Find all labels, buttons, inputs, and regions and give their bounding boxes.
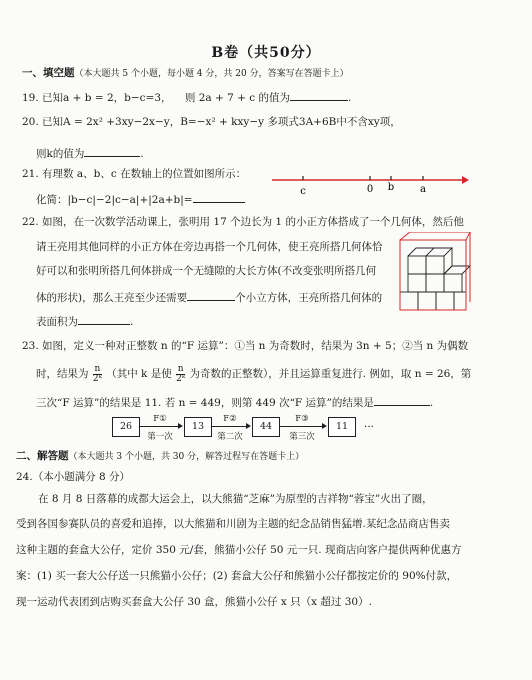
q24-header xyxy=(16,470,130,484)
flow-arrow-2-line xyxy=(212,426,248,427)
flow-box-3: 44 xyxy=(252,417,280,437)
label-b: b xyxy=(387,182,395,193)
q21-line2 xyxy=(36,191,245,207)
flow-box-2: 13 xyxy=(184,417,212,437)
cube-face xyxy=(426,256,444,274)
q23-frac2-den: 2ᵏ xyxy=(176,373,186,384)
q20-line2: 则k的值为 . xyxy=(36,145,144,161)
q24-para1: 在 8 月 8 日落幕的成都大运会上，以大熊猫“芝麻”为原型的吉祥物“蓉宝”火出了圈， xyxy=(38,493,433,505)
q22-text1: 如图，在一次数学活动课上，张明用 17 个边长为 1 的小正方体搭成了一个几何体，然后他 xyxy=(42,216,464,228)
q24-para4: 案：(1) 买一套大公仔送一只熊猫小公仔；(2) 套盒大公仔和熊猫小公仔都按定价的 90%付款， xyxy=(16,570,458,582)
cube-face xyxy=(436,292,454,310)
flow-box-1: 26 xyxy=(112,417,140,437)
cube-face xyxy=(418,292,436,310)
q22-line3: 好可以和张明所搭几何体拼成一个无缝隙的大长方体(不改变张明所搭几何 xyxy=(36,265,377,277)
q19-answer-blank[interactable] xyxy=(290,89,348,101)
flow-step-3: 第三次 xyxy=(289,432,315,442)
q22-line4 xyxy=(36,289,382,305)
cube-top xyxy=(408,248,434,256)
q21-line1 xyxy=(22,167,246,181)
cube-face xyxy=(400,292,418,310)
q19-number: 19. xyxy=(22,92,39,104)
q21-answer-blank[interactable] xyxy=(193,191,245,203)
q19-ask: 则 2a + 7 + c 的值为 xyxy=(184,92,291,104)
q21-simplify: 化简：|b−c|−2|c−a|+|2a+b|= xyxy=(36,194,193,206)
q20-ask: 则k的值为 xyxy=(36,148,85,160)
q22-line2: 请王亮用其他同样的小正方体在旁边再搭一个几何体，使王亮所搭几何体恰 xyxy=(36,241,383,253)
q23-text3: 三次“F 运算”的结果是 11. 若 n = 449，则第 449 次“F 运算”的结果是 xyxy=(36,397,374,409)
page-title: B卷（共50分） xyxy=(211,45,321,61)
cube-face xyxy=(408,256,426,274)
q21-number: 21. xyxy=(22,168,39,180)
cube-face xyxy=(426,274,444,292)
section1-note: （本大题共 5 个小题，每小题 4 分，共 20 分，答案写在答题卡上） xyxy=(74,69,349,79)
q23-line1 xyxy=(22,339,468,353)
label-a: a xyxy=(420,184,426,195)
q24-para3: 这种主题的套盒大公仔，定价 350 元/套，熊猫小公仔 50 元一只. 现商店向客户提供两种优惠方 xyxy=(16,544,462,556)
cube-face xyxy=(454,292,466,310)
q23-number: 23. xyxy=(22,340,39,352)
q21-statement: 有理数 a、b、c 在数轴上的位置如图所示： xyxy=(42,168,247,180)
q23-text2c: 为奇数的正整数），并且运算重复进行. 例如，取 n = 26，第 xyxy=(189,368,472,380)
q23-frac2-num: n xyxy=(177,363,184,374)
q24-para5: 现一运动代表团到店购买套盒大公仔 30 盒，熊猫小公仔 x 只（x 超过 30）. xyxy=(16,596,372,608)
section1-heading: 一、填空题 xyxy=(22,67,75,79)
flow-step-2: 第二次 xyxy=(217,432,243,442)
q19-given: 已知a + b = 2，b−c=3， xyxy=(42,92,172,104)
flow-arrow-1-line xyxy=(140,426,180,427)
flow-box-4: 11 xyxy=(328,417,356,437)
section2-heading: 二、解答题 xyxy=(16,450,69,462)
q23-fraction-1 xyxy=(93,365,102,384)
q22-text5: 表面积为 xyxy=(36,316,78,328)
q23-text1: 如图，定义一种对正整数 n 的“F 运算”：①当 n 为奇数时，结果为 3n + 5；②当 n 为偶数 xyxy=(42,340,469,352)
q20-line1 xyxy=(22,115,401,129)
number-line-figure xyxy=(270,168,470,200)
section2-heading-line xyxy=(16,449,304,464)
bounding-box-outline xyxy=(400,240,466,310)
q19: 19. 已知a + b = 2，b−c=3， 则 2a + 7 + c 的值为 . xyxy=(22,89,351,105)
q20-answer-blank[interactable] xyxy=(84,145,140,157)
q22-text4b: 个小立方体，王亮所搭几何体的 xyxy=(235,292,383,304)
arrow-right-icon xyxy=(322,423,327,429)
flow-op-2: F② xyxy=(223,414,237,424)
q23-line3: 三次“F 运算”的结果是 11. 若 n = 449，则第 449 次“F 运算”的结果是 . xyxy=(36,394,433,410)
q22-answer-blank-2[interactable] xyxy=(78,313,130,325)
q20-number: 20. xyxy=(22,116,39,128)
bounding-box-top xyxy=(400,232,470,240)
q24-number: 24. xyxy=(16,471,33,483)
cube-top xyxy=(434,248,452,256)
section2-note: （本大题共 3 个小题，共 30 分，解答过程写在答题卡上） xyxy=(68,452,305,462)
q23-frac1-den: 2ᵏ xyxy=(92,373,102,384)
q24-para2: 受到各国参赛队员的喜爱和追捧，以大熊猫和川剧为主题的纪念品销售猛增.某纪念品商店售卖 xyxy=(16,518,450,530)
flow-step-1: 第一次 xyxy=(147,432,173,442)
q23-line2 xyxy=(36,363,471,385)
cube-stack-figure xyxy=(396,232,472,322)
number-line-arrow-icon xyxy=(462,176,469,184)
label-c: c xyxy=(300,186,306,197)
q22-text4a: 体的形状)，那么王亮至少还需要 xyxy=(36,292,188,304)
cube-face xyxy=(444,274,462,292)
q22-answer-blank-1[interactable] xyxy=(187,289,235,301)
q23-text2b: （其中 k 是使 xyxy=(106,368,172,380)
q22-number: 22. xyxy=(22,216,39,228)
q23-fraction-2 xyxy=(176,365,185,384)
q23-frac1-num: n xyxy=(94,363,101,374)
section1-heading-line xyxy=(22,66,349,81)
flow-ellipsis: ··· xyxy=(364,421,375,433)
flow-arrow-3-line xyxy=(280,426,324,427)
q22-line1 xyxy=(22,215,464,229)
flow-op-3: F③ xyxy=(295,414,309,424)
label-0: 0 xyxy=(366,184,374,195)
q24-score: （本小题满分 8 分） xyxy=(32,471,131,483)
q20-statement: 已知A = 2x² +3xy−2x−y，B=−x² + kxy−y 多项式3A+6B中不含xy项， xyxy=(42,116,401,128)
q23-answer-blank[interactable] xyxy=(374,394,430,406)
q23-text2a: 时，结果为 xyxy=(36,368,89,380)
flow-op-1: F① xyxy=(153,414,167,424)
q22-line5: 表面积为 . xyxy=(36,313,133,329)
cube-face xyxy=(408,274,426,292)
